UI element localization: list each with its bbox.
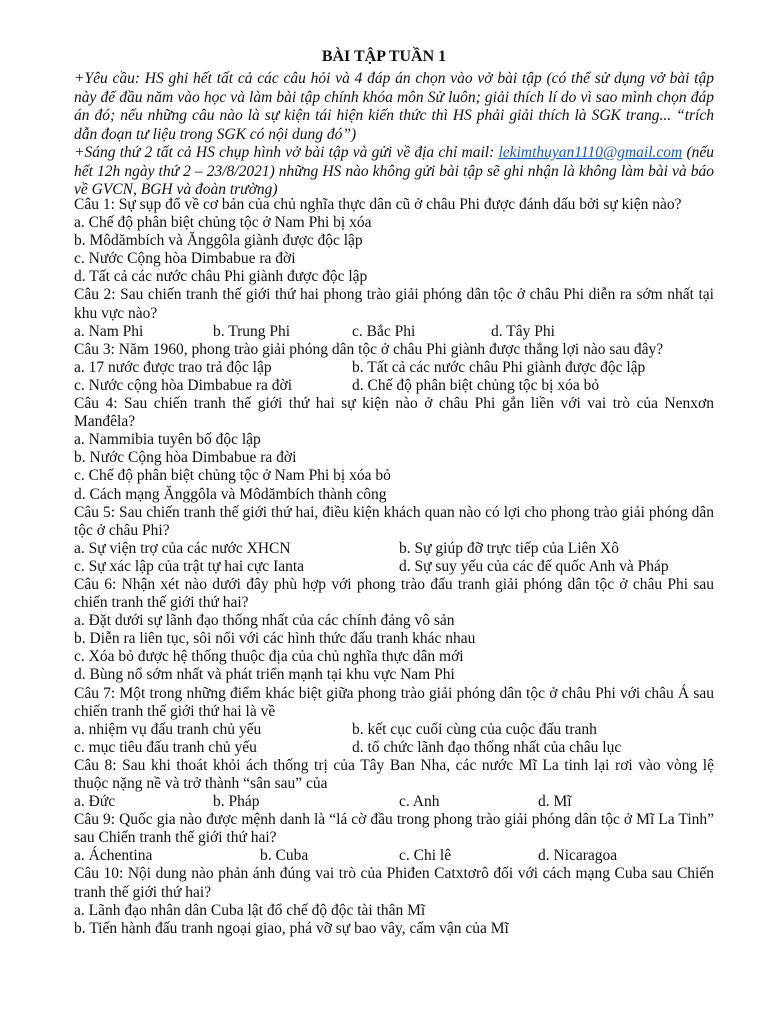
- requirement-2-suffix: (nếu hết 12h ngày thứ 2 – 23/8/2021) những HS nào không gửi bài tập sẽ ghi nhận là không làm bài và báo về GVCN, BGH và đoàn trường): [74, 144, 714, 198]
- question-5: Câu 5: Sau chiến tranh thế giới thứ hai, điều kiện khách quan nào có lợi cho phong trào giải phóng dân tộc ở châu Phi?: [74, 503, 714, 539]
- answer-option: b. Nước Cộng hòa Dimbabue ra đời: [74, 449, 297, 467]
- answer-option: a. Áchentina: [74, 847, 153, 865]
- answer-option: d. Bùng nổ sớm nhất và phát triển mạnh tại khu vực Nam Phi: [74, 666, 455, 684]
- answer-option: b. Cuba: [260, 847, 309, 865]
- requirement-1: +Yêu cầu: HS ghi hết tất cả các câu hỏi và 4 đáp án chọn vào vở bài tập (có thể sử dụng vở bài tập này để đầu năm vào học và làm bài tập chính khóa môn Sử luôn; giải thích lí do vì sao mình chọn đáp án đó; nếu những câu nào là sự kiện tái hiện kiến thức thì HS phải giải thích là SGK trang... “trích dẫn đoạn tư liệu trong SGK có nội dung đó”): [74, 70, 714, 143]
- question-2: Câu 2: Sau chiến tranh thế giới thứ hai phong trào giải phóng dân tộc ở châu Phi diễn ra sớm nhất tại khu vực nào?: [74, 286, 714, 322]
- answer-row: [74, 847, 714, 865]
- question-9: Câu 9: Quốc gia nào được mệnh danh là “lá cờ đầu trong phong trào giải phóng dân tộc ở Mĩ La Tinh” sau Chiến tranh thế giới thứ hai?: [74, 811, 714, 847]
- answer-option: c. Anh: [399, 793, 440, 811]
- requirements-block: [74, 70, 714, 200]
- answer-option: a. nhiệm vụ đấu tranh chủ yếu: [74, 720, 262, 738]
- answer-option: c. Nước cộng hòa Dimbabue ra đời: [74, 376, 293, 394]
- answer-option: b. Trung Phi: [213, 322, 291, 340]
- answer-row: [74, 721, 714, 739]
- answer-option: d. Sự suy yếu của các đế quốc Anh và Pháp: [399, 557, 669, 575]
- answer-option: c. mục tiêu đấu tranh chủ yếu: [74, 738, 257, 756]
- requirement-2-prefix: +Sáng thứ 2 tất cả HS chụp hình vở bài tập và gửi về địa chỉ mail:: [74, 144, 499, 161]
- question-3: Câu 3: Năm 1960, phong trào giải phóng dân tộc ở châu Phi giành được thắng lợi nào sau đây?: [74, 340, 664, 358]
- answer-option: a. Đức: [74, 793, 116, 811]
- question-list: [74, 196, 714, 938]
- answer-option: d. Chế độ phân biệt chủng tộc bị xóa bỏ: [352, 376, 600, 394]
- answer-option: d. Mĩ: [538, 793, 572, 811]
- question-1: Câu 1: Sự sụp đổ về cơ bản của chủ nghĩa thực dân cũ ở châu Phi được đánh dấu bởi sự kiện nào?: [74, 196, 682, 213]
- answer-option: d. Nicaragoa: [538, 847, 618, 865]
- answer-option: c. Bắc Phi: [352, 322, 416, 340]
- answer-option: c. Chế độ phân biệt chủng tộc ở Nam Phi bị xóa bỏ: [74, 467, 391, 485]
- answer-option: b. Môdămbích và Ănggôla giành được độc lập: [74, 232, 363, 250]
- answer-option: a. Lãnh đạo nhân dân Cuba lật đổ chế độ độc tài thân Mĩ: [74, 901, 426, 919]
- question-6: Câu 6: Nhận xét nào dưới đây phù hợp với phong trào đấu tranh giải phóng dân tộc ở châu Phi sau chiến tranh thế giới thứ hai?: [74, 575, 714, 612]
- answer-option: a. 17 nước được trao trả độc lập: [74, 358, 272, 376]
- answer-option: a. Đặt dưới sự lãnh đạo thống nhất của các chính đảng vô sản: [74, 612, 455, 630]
- question-8: Câu 8: Sau khi thoát khỏi ách thống trị của Tây Ban Nha, các nước Mĩ La tinh lại rơi vào vòng lệ thuộc nặng nề và trở thành “sân sau” của: [74, 756, 714, 792]
- answer-option: b. Pháp: [213, 793, 260, 811]
- answer-option: c. Sự xác lập của trật tự hai cực Ianta: [74, 557, 305, 575]
- answer-option: b. Sự giúp đỡ trực tiếp của Liên Xô: [399, 539, 619, 557]
- answer-option: c. Xóa bỏ được hệ thống thuộc địa của chủ nghĩa thực dân mới: [74, 648, 464, 666]
- answer-option: d. Cách mạng Ănggôla và Môdămbích thành công: [74, 485, 387, 503]
- answer-row: [74, 558, 714, 576]
- answer-row: [74, 359, 714, 377]
- page-title: BÀI TẬP TUẦN 1: [321, 48, 447, 65]
- question-7: Câu 7: Một trong những điểm khác biệt giữa phong trào giải phóng dân tộc ở châu Phi với châu Á sau chiến tranh thế giới thứ hai là về: [74, 684, 714, 720]
- answer-row: [74, 540, 714, 558]
- answer-option: c. Chi lê: [399, 847, 452, 865]
- answer-option: a. Chế độ phân biệt chủng tộc ở Nam Phi bị xóa: [74, 214, 372, 232]
- answer-row: [74, 323, 714, 341]
- answer-option: a. Nammibia tuyên bố độc lập: [74, 431, 261, 449]
- answer-option: d. tổ chức lãnh đạo thống nhất của châu lục: [352, 738, 622, 756]
- question-10: Câu 10: Nội dung nào phản ánh đúng vai trò của Phiđen Catxtơrô đối với cách mạng Cuba sau Chiến tranh thế giới thứ hai?: [74, 865, 714, 901]
- answer-row: [74, 793, 714, 811]
- answer-row: [74, 739, 714, 757]
- answer-option: b. Tiến hành đấu tranh ngoại giao, phá vỡ sự bao vây, cấm vận của Mĩ: [74, 919, 509, 937]
- answer-option: b. Diễn ra liên tục, sôi nổi với các hình thức đấu tranh khác nhau: [74, 630, 476, 648]
- answer-option: b. Tất cả các nước châu Phi giành được độc lập: [352, 358, 646, 376]
- answer-option: b. kết cục cuối cùng của cuộc đấu tranh: [352, 720, 597, 738]
- email-link[interactable]: lekimthuyan1110@gmail.com: [498, 144, 683, 161]
- answer-option: c. Nước Cộng hòa Dimbabue ra đời: [74, 250, 296, 268]
- answer-option: d. Tất cả các nước châu Phi giành được độc lập: [74, 268, 368, 286]
- answer-row: [74, 377, 714, 395]
- answer-option: a. Nam Phi: [74, 322, 144, 340]
- requirement-2: [74, 144, 714, 200]
- answer-option: a. Sự viện trợ của các nước XHCN: [74, 539, 291, 557]
- answer-option: d. Tây Phi: [491, 322, 555, 340]
- question-4: Câu 4: Sau chiến tranh thế giới thứ hai sự kiện nào ở châu Phi gắn liền với vai trò của Nenxơn Manđêla?: [74, 395, 714, 431]
